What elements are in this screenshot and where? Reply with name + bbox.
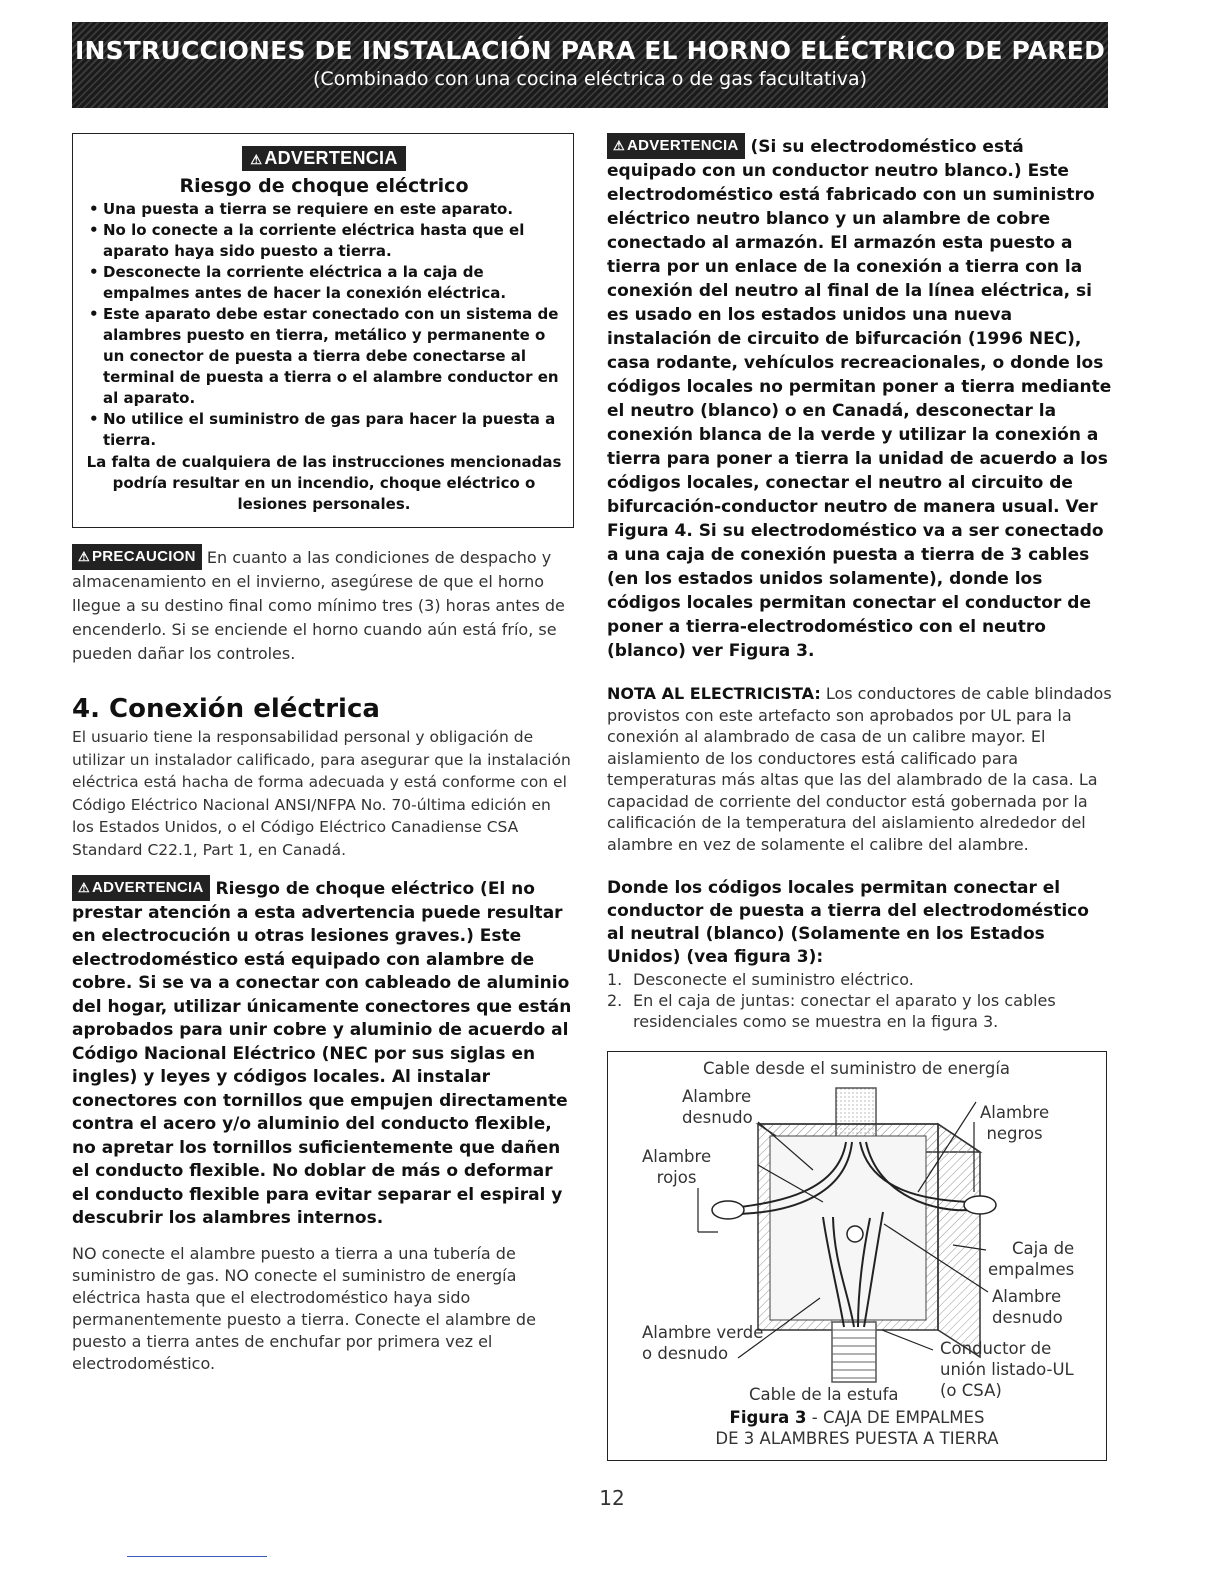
right-column: [607, 133, 1112, 1032]
label-supply-cable: Cable desde el suministro de energía: [703, 1059, 1011, 1078]
step-item: 1. Desconecte el suministro eléctrico.: [607, 970, 914, 989]
neutral-warning: [607, 133, 1112, 663]
label-bare-wire-2: Alambre desnudo: [992, 1287, 1063, 1327]
warning-triangle-icon: ⚠: [78, 880, 90, 895]
aluminum-warning-text: (El no prestar atención a esta advertencia puede resultar en electrocución u otras lesiones graves.) Este electrodoméstico está equipado con alambre de cobre. Si se va a conectar con cableado de aluminio del hogar, utilizar únicamente conectores que están aprobados para unir cobre y aluminio de acuerdo al Código Nacional Eléctrico (NEC por sus siglas en ingles) y leyes y códigos locales. Al instalar conectores con tornillos que empujen directamente contra el acero y/o aluminio del conducto flexible, no apretar los tornillos suficientemente que dañen el conducto flexible. No doblar de más o deformar el conducto flexible para evitar separar el espiral y descubrir los alambres internos.: [72, 879, 572, 1228]
page-number: 12: [599, 1486, 625, 1510]
warning-triangle-icon: ⚠: [613, 138, 625, 153]
figure-3-junction-box: [607, 1051, 1107, 1461]
label-junction-box: Caja de empalmes: [988, 1239, 1075, 1279]
flexible-conduit: [832, 1322, 876, 1382]
warning-box-title: Riesgo de choque eléctrico: [179, 175, 469, 197]
wire-nut-left: [712, 1201, 744, 1219]
neutral-warning-text: (Si su electrodoméstico está equipado con un conductor neutro blanco.) Este electrodoméstico está fabricado con un suministro eléctrico neutro blanco y un alambre de cobre conectado al armazón. El armazón esta puesto a tierra por un enlace de la conexión a tierra con la conexión del neutro al final de la línea eléctrica, si es usado en los estados unidos una nueva instalación de circuito de bifurcación (1996 NEC), casa rodante, vehículos recreacionales, o donde los códigos locales no permitan poner a tierra mediante el neutro (blanco) o en Canadá, desconectar la conexión blanca de la verde y utilizar la conexión a tierra para poner a tierra la unidad de acuerdo a los códigos locales, conectar el neutro al circuito de bifurcación-conductor neutro de manera usual. Ver Figura 4. Si su electrodoméstico va a ser conectado a una caja de conexión puesta a tierra de 3 cables (en los estados unidos solamente), donde los códigos locales permitan conectar el conductor de poner a tierra-electrodoméstico con el neutro (blanco) ver Figura 3.: [607, 137, 1112, 661]
wire-nut-right: [964, 1196, 996, 1214]
label-bonding-conductor: Conductor de unión listado-UL (o CSA): [940, 1339, 1074, 1400]
warning-bullet: • Este aparato debe estar conectado con un sistema de alambres puesto en tierra, metálico y permanente o un conector de puesta a tierra debe conectarse al terminal de puesta a tierra o el alambre conductor en al aparato.: [85, 304, 563, 409]
warning-badge: ⚠ ADVERTENCIA: [242, 146, 405, 171]
ground-screw: [847, 1226, 863, 1242]
warning-bullet: • No lo conecte a la corriente eléctrica hasta que el aparato haya sido puesto a tierra.: [85, 220, 563, 262]
page-subtitle: (Combinado con una cocina eléctrica o de gas facultativa): [312, 68, 868, 90]
steps-list: [607, 969, 1112, 1032]
warning-bullet: • Desconecte la corriente eléctrica a la caja de empalmes antes de hacer la conexión eléctrica.: [85, 262, 563, 304]
caution-paragraph: ⚠ PRECAUCION En cuanto a las condiciones de despacho y almacenamiento en el invierno, asegúrese de que el horno llegue a su destino final como mínimo tres (3) horas antes de encenderlo. Si se enciende el horno cuando aún está frío, se pueden dañar los controles.: [72, 544, 574, 666]
grounding-note: NO conecte el alambre puesto a tierra a una tubería de suministro de gas. NO conecte el suministro de energía eléctrica hasta que el electrodoméstico haya sido permanentemente puesto a tierra. Conecte el alambre de puesto a tierra antes de enchufar por primera vez el electrodoméstico.: [72, 1243, 536, 1373]
warning-badge: ⚠ ADVERTENCIA: [607, 133, 745, 159]
left-column: [72, 133, 574, 1375]
footer-rule: [127, 1556, 267, 1557]
steps-heading: Donde los códigos locales permitan conectar el conductor de puesta a tierra del electrodoméstico al neutral (blanco) (Solamente en los Estados Unidos) (vea figura 3):: [607, 878, 1089, 967]
label-stove-cable: Cable de la estufa: [749, 1385, 899, 1404]
electrician-note-label: NOTA AL ELECTRICISTA:: [607, 684, 821, 703]
label-bare-wire: Alambre desnudo: [682, 1087, 753, 1127]
figure-caption: Figura 3 - CAJA DE EMPALMES DE 3 ALAMBRES PUESTA A TIERRA: [715, 1408, 999, 1448]
label-black-wires: Alambre negros: [980, 1103, 1050, 1143]
caution-badge: ⚠ PRECAUCION: [72, 544, 202, 570]
header-banner: [72, 22, 1108, 108]
warning-box-footer: La falta de cualquiera de las instrucciones mencionadas podría resultar en un incendio, choque eléctrico o lesiones personales.: [86, 453, 562, 513]
aluminum-warning: ⚠ ADVERTENCIA Riesgo de choque eléctrico (El no prestar atención a esta advertencia puede resultar en electrocución u otras lesiones graves.) Este electrodoméstico está equipado con alambre de cobre. Si se va a conectar con cableado de aluminio del hogar, utilizar únicamente conectores que están aprobados para unir cobre y aluminio de acuerdo al Código Nacional Eléctrico (NEC por sus siglas en ingles) y leyes y códigos locales. Al instalar conectores con tornillos que empujen directamente contra el acero y/o aluminio del conducto flexible, no apretar los tornillos suficientemente que dañen el conducto flexible. No doblar de más o deformar el conducto flexible para evitar separar el espiral y descubrir los alambres internos.: [72, 875, 574, 1231]
electrician-note: NOTA AL ELECTRICISTA: Los conductores de cable blindados provistos con este artefacto son aprobados por UL para la conexión al alambrado de casa de un calibre mayor. El aislamiento de los conductores está calificado para temperaturas más altas que las del alambrado de la casa. La capacidad de corriente del conductor está gobernada por la calificación de la temperatura del aislamiento alrededor del alambre en vez de solamente el calibre del alambre.: [607, 684, 1112, 854]
warning-bullets: [85, 199, 563, 451]
warning-triangle-icon: ⚠: [250, 152, 263, 167]
label-green-wire: Alambre verde o desnudo: [642, 1323, 764, 1363]
warning-bullet: • Una puesta a tierra se requiere en este aparato.: [85, 199, 563, 220]
box-interior: [770, 1136, 926, 1320]
warning-badge: ⚠ ADVERTENCIA: [72, 875, 210, 901]
page-title: INSTRUCCIONES DE INSTALACIÓN PARA EL HORNO ELÉCTRICO DE PARED: [74, 36, 1106, 65]
shock-warning-box: [72, 133, 574, 528]
section-heading: 4. Conexión eléctrica: [72, 694, 380, 724]
step-item: 2. En el caja de juntas: conectar el aparato y los cables residenciales como se muestra en la figura 3.: [607, 991, 1056, 1031]
warning-bullet: • No utilice el suministro de gas para hacer la puesta a tierra.: [85, 409, 563, 451]
label-red-wires: Alambre rojos: [642, 1147, 712, 1187]
section-intro: El usuario tiene la responsabilidad personal y obligación de utilizar un instalador calificado, para asegurar que la instalación eléctrica está hacha de forma adecuada y está conforme con el Código Eléctrico Nacional ANSI/NFPA No. 70-última edición en los Estados Unidos, o el Código Eléctrico Canadiense CSA Standard C22.1, Part 1, en Canadá.: [72, 728, 571, 859]
warning-triangle-icon: ⚠: [78, 549, 90, 564]
